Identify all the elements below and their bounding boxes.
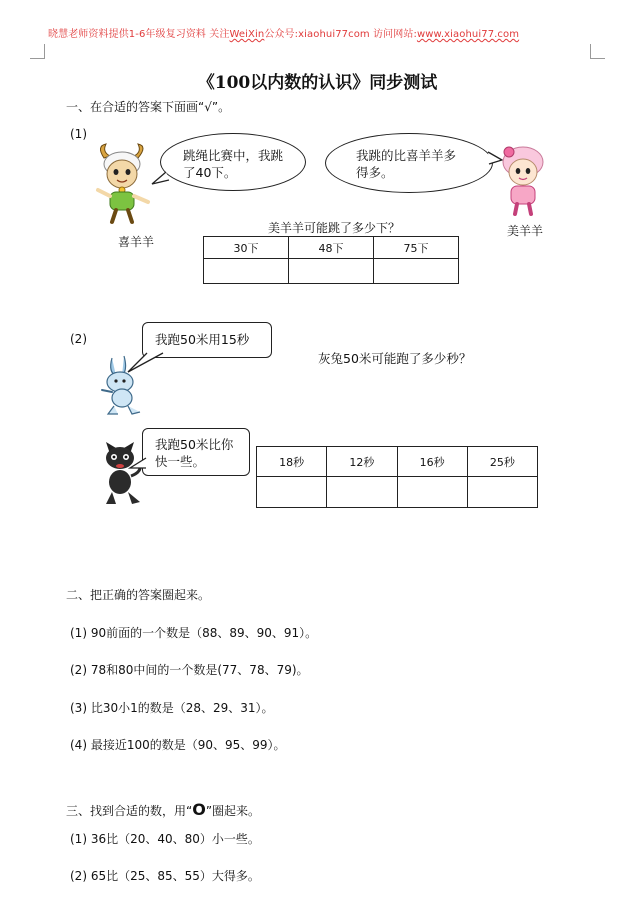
left-character-name: 喜羊羊 xyxy=(118,235,155,249)
q1-number: (1) xyxy=(70,127,87,141)
section3-heading-before: 三、找到合适的数，用“ xyxy=(66,804,193,818)
circle-symbol: O xyxy=(192,800,206,819)
q2-option-18: 18秒 xyxy=(257,447,327,477)
q2-number: (2) xyxy=(70,332,87,346)
section2-item-2: (2) 78和80中间的一个数是(77、78、79)。 xyxy=(70,663,309,677)
section2-item-3: (3) 比30小1的数是（28、29、31）。 xyxy=(70,701,274,715)
q2-option-12: 12秒 xyxy=(327,447,397,477)
q1-left-bubble-text: 跳绳比赛中，我跳了40下。 xyxy=(183,148,284,180)
header-note-website[interactable]: www.xiaohui77.com xyxy=(416,29,520,40)
q2-answer-cell-1[interactable] xyxy=(257,477,327,508)
crop-mark-top-left xyxy=(30,44,45,59)
q1-option-48: 48下 xyxy=(289,237,374,259)
right-character-name: 美羊羊 xyxy=(507,224,544,238)
crop-mark-top-right xyxy=(590,44,605,59)
q2-option-25: 25秒 xyxy=(467,447,537,477)
q1-answer-cell-3[interactable] xyxy=(374,259,459,284)
section3-heading xyxy=(66,800,260,819)
q2-bottom-speech-bubble xyxy=(142,428,250,476)
gray-rabbit-illustration xyxy=(98,352,148,418)
q1-answer-table xyxy=(203,236,459,284)
q1-question: 美羊羊可能跳了多少下？ xyxy=(268,221,401,235)
black-cat-illustration xyxy=(100,436,144,508)
section2-item-1: (1) 90前面的一个数是（88、89、90、91）。 xyxy=(70,626,318,640)
q2-question: 灰兔50米可能跑了多少秒？ xyxy=(318,351,472,366)
q1-left-bubble-tail xyxy=(150,170,170,190)
q1-option-75: 75下 xyxy=(374,237,459,259)
q2-bottom-bubble-text: 我跑50米比你快一些。 xyxy=(155,437,234,469)
pretty-goat-illustration xyxy=(497,142,549,216)
q2-option-16: 16秒 xyxy=(397,447,467,477)
q1-answer-cell-1[interactable] xyxy=(204,259,289,284)
q2-answer-cell-2[interactable] xyxy=(327,477,397,508)
q1-option-30: 30下 xyxy=(204,237,289,259)
q2-answer-cell-3[interactable] xyxy=(397,477,467,508)
q2-answer-table xyxy=(256,446,538,508)
pleasant-goat-illustration xyxy=(90,140,154,226)
section2-item-4: (4) 最接近100的数是（90、95、99）。 xyxy=(70,738,286,752)
header-note-weixin: WeiXin xyxy=(229,29,265,40)
header-note-part1: 晓慧老师资料提供1-6年级复习资料 关注 xyxy=(48,29,230,40)
section3-item-2: (2) 65比（25、85、55）大得多。 xyxy=(70,869,260,883)
q2-answer-cell-4[interactable] xyxy=(467,477,537,508)
section3-item-1: (1) 36比（20、40、80）小一些。 xyxy=(70,832,260,846)
section3-heading-after: ”圈起来。 xyxy=(205,804,261,818)
q2-bottom-bubble-tail xyxy=(128,456,148,472)
section1-heading: 一、在合适的答案下面画“√”。 xyxy=(66,100,231,114)
header-note-part3: 公众号:xiaohui77com 访问网站: xyxy=(264,29,417,40)
q1-right-bubble-text: 我跳的比喜羊羊多得多。 xyxy=(356,148,457,180)
section2-heading: 二、把正确的答案圈起来。 xyxy=(66,588,211,602)
q1-right-speech-bubble xyxy=(325,133,493,193)
page-title: 《100以内数的认识》同步测试 xyxy=(197,73,438,93)
q2-top-bubble-text: 我跑50米用15秒 xyxy=(155,332,250,347)
q1-left-speech-bubble xyxy=(160,133,306,191)
q1-answer-cell-2[interactable] xyxy=(289,259,374,284)
header-note xyxy=(48,25,519,40)
